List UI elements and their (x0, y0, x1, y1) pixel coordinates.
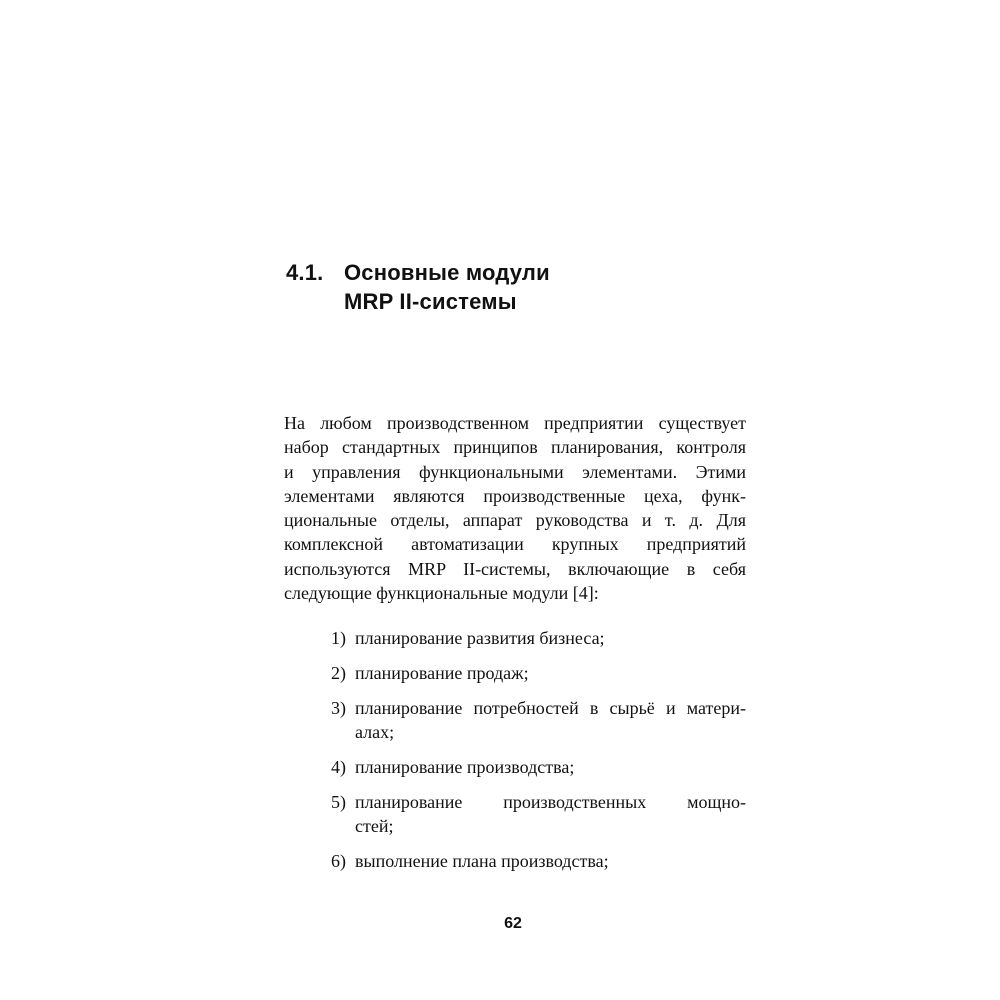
list-item (331, 790, 746, 838)
section-number: 4.1. (286, 260, 324, 285)
list-item-text (355, 661, 746, 685)
section-title-line-1: Основные модули (344, 260, 550, 285)
list-item-row: планирование развития бизнеса; (355, 628, 605, 648)
list-item (331, 849, 746, 873)
list-item (331, 696, 746, 744)
list-marker: 1) (331, 628, 346, 648)
list-item-text (355, 696, 746, 744)
list-item-row: планирование потребностей в сырьё и матери- (355, 698, 746, 718)
list-item-text (355, 755, 746, 779)
list-item-text (355, 790, 746, 838)
list-item-row: стей; (355, 816, 394, 836)
list-item-row: алах; (355, 722, 395, 742)
body-paragraph (284, 411, 746, 605)
section-title-line-2: MRP II-системы (344, 289, 517, 314)
paragraph-line: На любом производственном предприятии существует (284, 413, 746, 433)
paragraph-line: используются MRP II-системы, включающие в себя (284, 558, 746, 579)
list-item-row: планирование продаж; (355, 663, 529, 683)
paragraph-line: комплексной автоматизации крупных предприятий (284, 534, 746, 555)
list-item-row: планирование производства; (355, 757, 575, 777)
list-item (331, 755, 746, 779)
paragraph-line: и управления функциональными элементами. Этими (284, 461, 746, 482)
list-marker: 3) (331, 698, 346, 718)
list-item-text (355, 849, 746, 873)
section-heading (286, 258, 746, 316)
list-item (331, 626, 746, 650)
paragraph-line: циональные отделы, аппарат руководства и т. д. Для (284, 510, 746, 531)
page-number: 62 (504, 915, 522, 932)
module-list (331, 626, 746, 884)
paragraph-line: следующие функциональные модули [4]: (284, 583, 599, 604)
list-item-text (355, 626, 746, 650)
list-marker: 5) (331, 792, 346, 812)
list-item (331, 661, 746, 685)
list-marker: 2) (331, 663, 346, 683)
list-marker: 6) (331, 851, 346, 871)
paragraph-line: элементами являются производственные цеха, функ- (284, 485, 746, 506)
list-marker: 4) (331, 757, 346, 777)
paragraph-line: набор стандартных принципов планирования, контроля (284, 437, 746, 458)
list-item-row: планирование производственных мощно- (355, 792, 746, 812)
list-item-row: выполнение плана производства; (355, 851, 609, 871)
